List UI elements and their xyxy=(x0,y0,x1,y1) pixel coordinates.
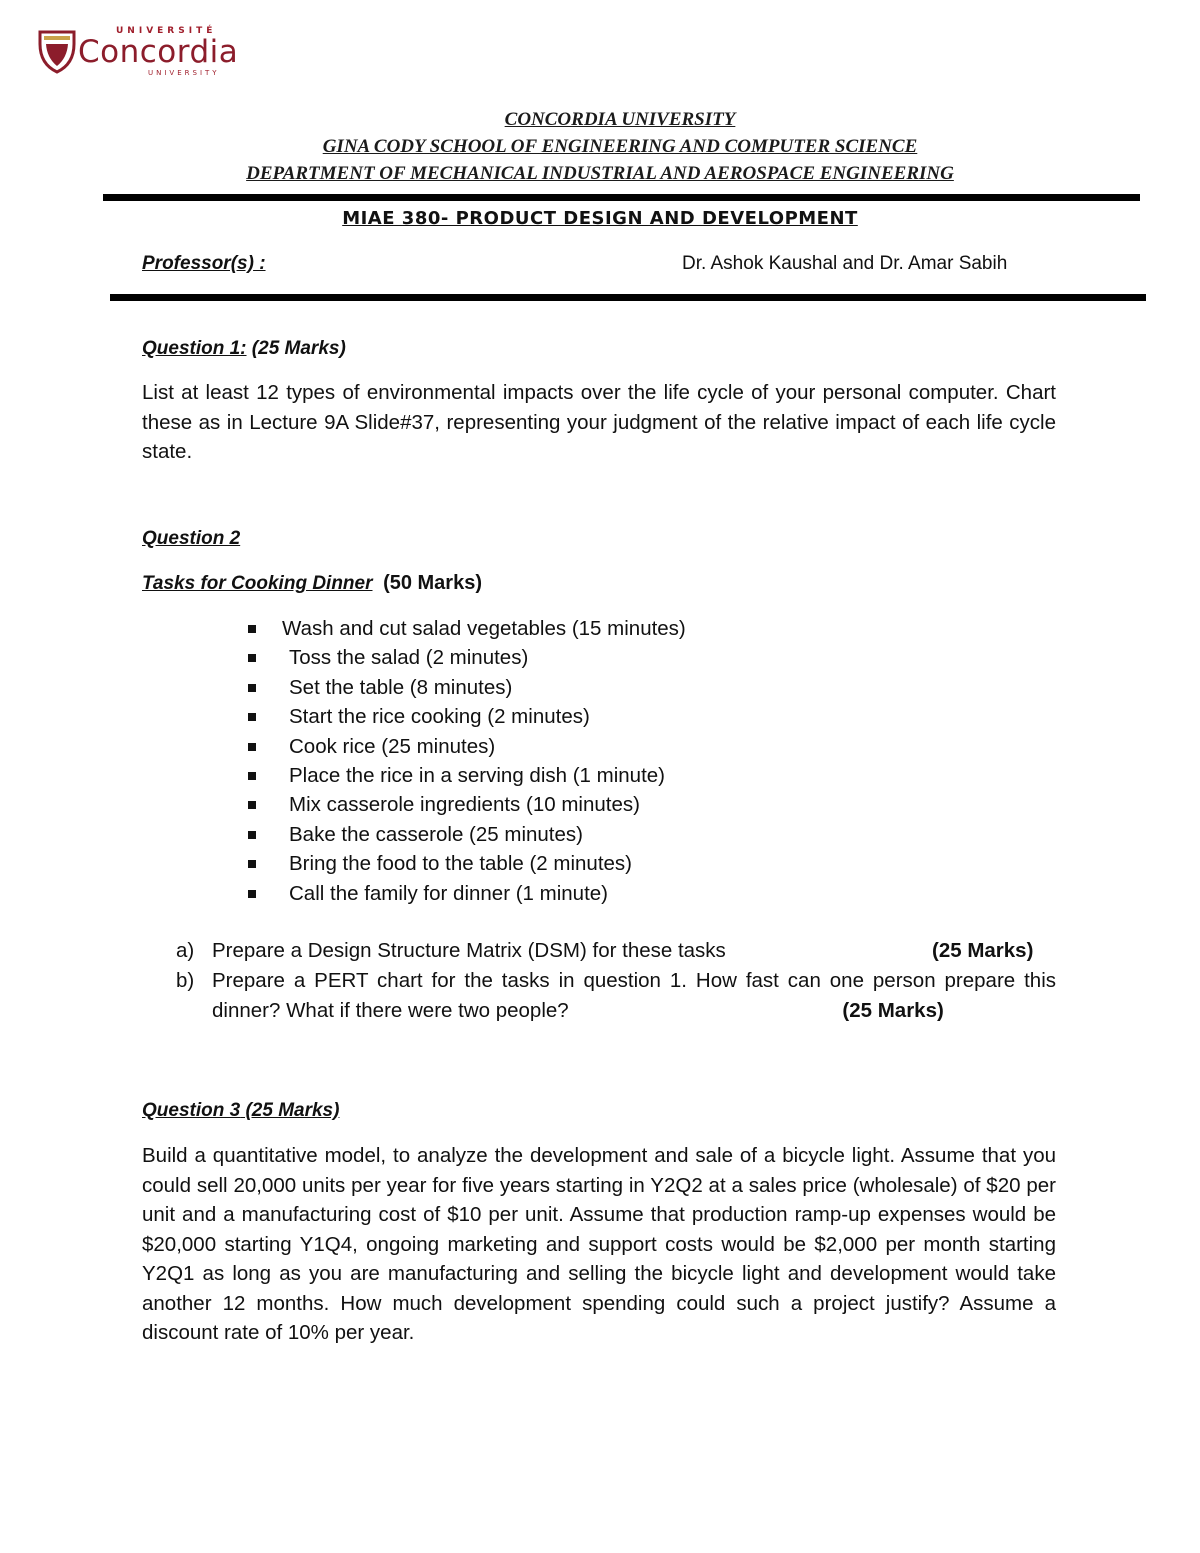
question-2-part-a xyxy=(176,936,1056,966)
header-university: CONCORDIA UNIVERSITY xyxy=(504,109,736,130)
course-title: MIAE 380- PRODUCT DESIGN AND DEVELOPMENT xyxy=(342,208,858,229)
task-text: Toss the salad (2 minutes) xyxy=(289,646,529,670)
professor-colon: : xyxy=(253,253,266,274)
part-a-text: Prepare a Design Structure Matrix (DSM) for these tasks xyxy=(212,939,726,962)
professor-divider xyxy=(110,294,1146,301)
task-text: Cook rice (25 minutes) xyxy=(289,734,496,758)
part-b-body xyxy=(212,966,1056,1025)
task-text: Set the table (8 minutes) xyxy=(289,675,513,699)
top-divider xyxy=(103,194,1140,201)
logo-name: Concordia xyxy=(78,34,239,70)
part-b-marks: (25 Marks) xyxy=(842,998,944,1022)
question-2-part-b xyxy=(176,966,1056,1056)
logo-top-word: UNIVERSITÉ xyxy=(116,26,217,36)
question-3-title: Question 3 xyxy=(142,1100,241,1121)
shield-icon xyxy=(38,28,76,74)
header-school: GINA CODY SCHOOL OF ENGINEERING AND COMPUTER SCIENCE xyxy=(322,136,918,157)
task-text: Call the family for dinner (1 minute) xyxy=(289,881,609,905)
header-department: DEPARTMENT OF MECHANICAL INDUSTRIAL AND AEROSPACE ENGINEERING xyxy=(246,163,954,184)
tasks-marks: (50 Marks) xyxy=(383,572,482,594)
bullet-icon xyxy=(248,831,256,839)
professor-label-text: Professor(s) xyxy=(142,253,254,274)
question-2-title: Question 2 xyxy=(142,528,241,549)
bullet-icon xyxy=(248,684,256,692)
tasks-title: Tasks for Cooking Dinner xyxy=(142,573,373,594)
question-3-marks: (25 Marks) xyxy=(240,1100,340,1121)
part-a-mark: a) xyxy=(176,939,195,962)
question-1-heading xyxy=(142,338,346,360)
bullet-icon xyxy=(248,625,256,633)
question-3-text: Build a quantitative model, to analyze the development and sale of a bicycle light. Assume that you could sell 20,000 units per year for five years starting in Y2Q2 at a sales price (wholesale) of $20 per unit and a manufacturing cost of $10 per unit. Assume that production ramp-up expenses would be $20,000 starting Y1Q4, ongoing marketing and support costs would be $2,000 per month starting Y2Q1 as long as you are manufacturing and selling the bicycle light and development would take another 12 months. How much development spending could such a project justify? Assume a discount rate of 10% per year. xyxy=(142,1144,1056,1344)
bullet-icon xyxy=(248,860,256,868)
bullet-icon xyxy=(248,772,256,780)
part-b-mark: b) xyxy=(176,969,195,992)
part-a-marks: (25 Marks) xyxy=(932,939,1034,962)
task-text: Bake the casserole (25 minutes) xyxy=(289,822,583,846)
bullet-icon xyxy=(248,801,256,809)
task-text: Bring the food to the table (2 minutes) xyxy=(289,852,633,876)
tasks-heading xyxy=(142,572,482,595)
concordia-logo xyxy=(38,26,248,82)
question-1-text: List at least 12 types of environmental impacts over the life cycle of your personal computer. Chart these as in Lecture 9A Slide#37, representing your judgment of the relative impact of each life cycle state. xyxy=(142,381,1056,463)
task-text: Wash and cut salad vegetables (15 minutes) xyxy=(282,617,686,640)
bullet-icon xyxy=(248,890,256,898)
bullet-icon xyxy=(248,654,256,662)
bullet-icon xyxy=(248,713,256,721)
task-text: Place the rice in a serving dish (1 minute) xyxy=(289,763,666,787)
question-3-heading xyxy=(142,1100,339,1122)
professor-names: Dr. Ashok Kaushal and Dr. Amar Sabih xyxy=(682,253,1008,274)
part-b-text: Prepare a PERT chart for the tasks in question 1. How fast can one person prepare this dinner? What if there were two people? xyxy=(212,969,1056,1022)
professor-label xyxy=(142,253,266,275)
bullet-icon xyxy=(248,743,256,751)
question-2-heading xyxy=(142,528,240,550)
question-1-marks: (25 Marks) xyxy=(246,338,346,359)
task-text: Start the rice cooking (2 minutes) xyxy=(289,705,590,729)
task-text: Mix casserole ingredients (10 minutes) xyxy=(289,793,640,817)
question-1-title: Question 1: xyxy=(142,338,247,359)
logo-bottom-word: UNIVERSITY xyxy=(148,69,220,77)
